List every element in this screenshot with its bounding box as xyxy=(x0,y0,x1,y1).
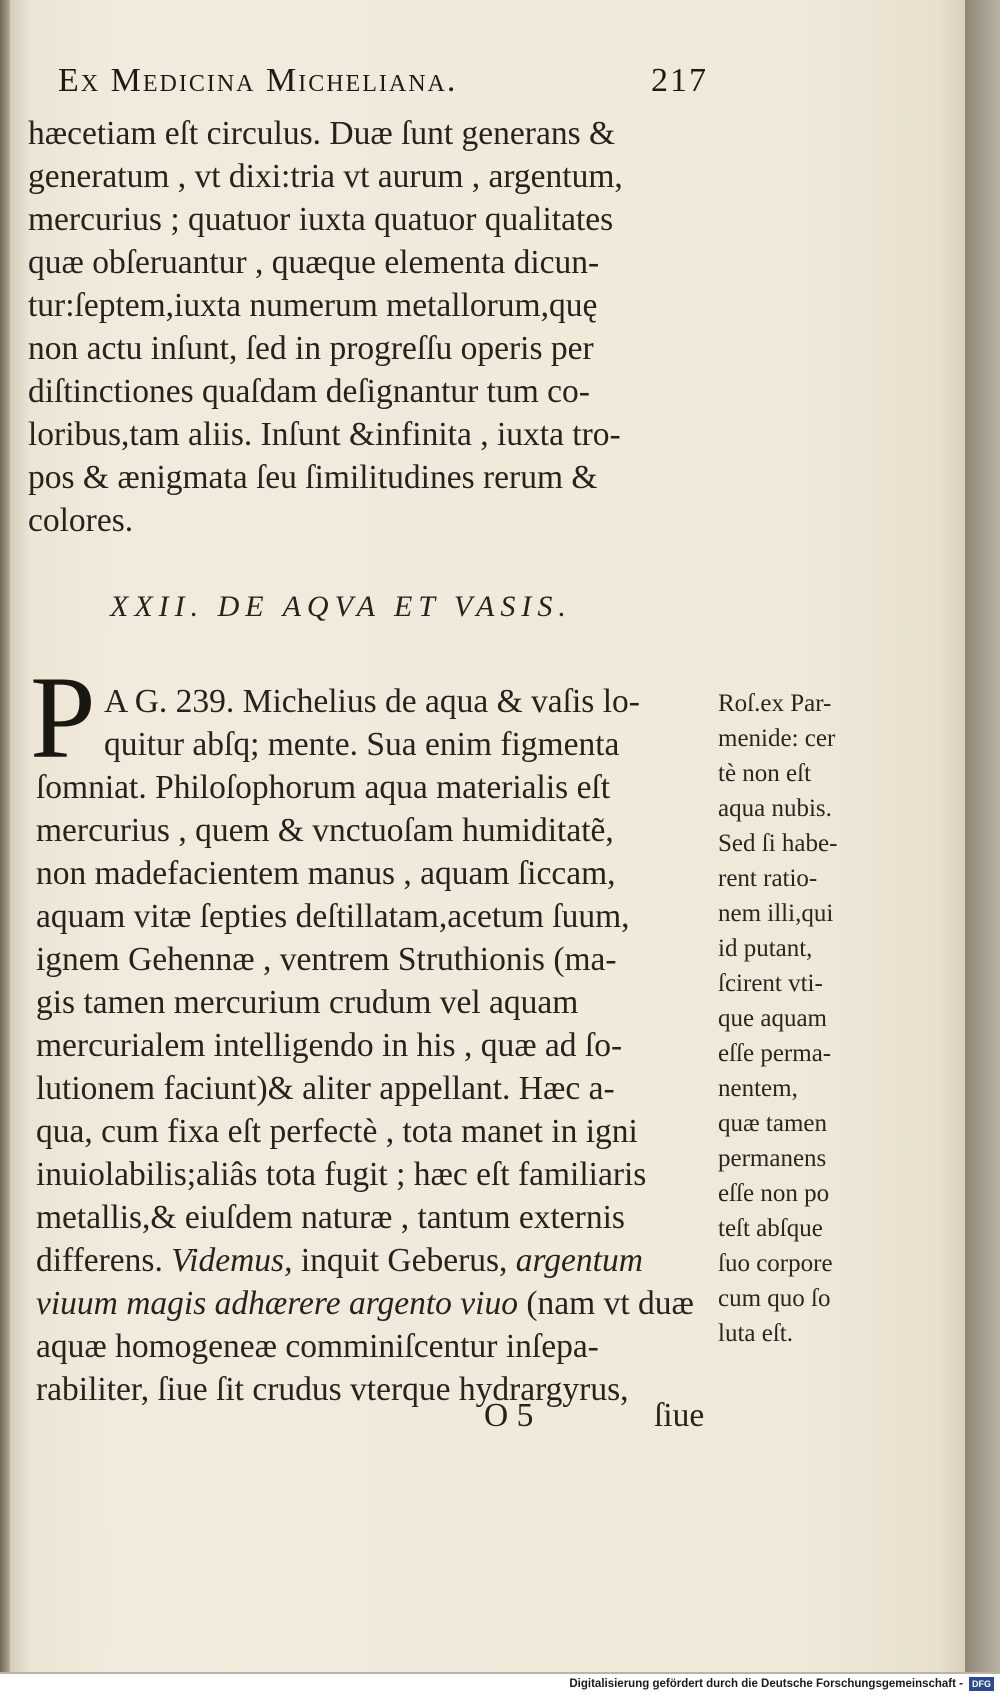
top-paragraph xyxy=(28,112,708,542)
margin-note-line: cum quo ſo xyxy=(718,1285,831,1312)
margin-note-line: nem illi,qui xyxy=(718,900,834,927)
text-line: quitur abſq; mente. Sua enim figmenta xyxy=(104,726,620,763)
text-fragment: differens. xyxy=(36,1242,172,1279)
section-heading: XXII. DE AQVA ET VASIS. xyxy=(110,590,572,623)
text-line: hæcetiam eſt circulus. Duæ ſunt generans & xyxy=(28,115,616,152)
margin-note-line: id putant, xyxy=(718,935,813,962)
text-line: non actu inſunt, ſed in progreſſu operis per xyxy=(28,330,594,367)
margin-note-line: que aquam xyxy=(718,1005,827,1032)
text-line: colores. xyxy=(28,502,134,539)
margin-note-line: luta eſt. xyxy=(718,1320,793,1347)
text-line: pos & ænigmata ſeu ſimilitudines rerum & xyxy=(28,459,598,496)
margin-note-line: quæ tamen xyxy=(718,1110,828,1137)
text-line: mercurialem intelligendo in his , quæ ad ſo- xyxy=(36,1027,623,1064)
text-line: mercurius , quem & vnctuoſam humiditatẽ, xyxy=(36,812,614,849)
italic-text: viuum magis adhærere argento viuo xyxy=(36,1285,518,1322)
marginal-note xyxy=(718,686,878,1351)
italic-text: argentum xyxy=(515,1242,643,1279)
text-line: gis tamen mercurium crudum vel aquam xyxy=(36,984,579,1021)
text-line: diſtinctiones quaſdam deſignantur tum co- xyxy=(28,373,590,410)
text-line: inuiolabilis;aliâs tota fugit ; hæc eſt familiaris xyxy=(36,1156,647,1193)
margin-note-line: permanens xyxy=(718,1145,827,1172)
margin-note-line: Sed ſi habe- xyxy=(718,830,838,857)
running-head-title: Ex Medicina Micheliana. xyxy=(58,62,458,99)
book-spine-shadow xyxy=(0,0,10,1672)
text-line: ſomniat. Philoſophorum aqua materialis eſt xyxy=(36,769,611,806)
margin-note-line: tè non eſt xyxy=(718,760,812,787)
dfg-logo: DFG xyxy=(969,1677,994,1691)
margin-note-line: ſuo corpore xyxy=(718,1250,833,1277)
text-line xyxy=(36,1239,716,1282)
margin-note-line: teſt abſque xyxy=(718,1215,823,1242)
margin-note-line: menide: cer xyxy=(718,725,836,752)
signature-mark: O 5 xyxy=(484,1397,534,1434)
text-line: aquæ homogeneæ comminiſcentur inſepa- xyxy=(36,1328,599,1365)
text-line: ignem Gehennæ , ventrem Struthionis (ma- xyxy=(36,941,617,978)
text-line: qua, cum fixa eſt perfectè , tota manet in igni xyxy=(36,1113,638,1150)
italic-text: Videmus, xyxy=(171,1242,293,1279)
text-line xyxy=(36,1282,716,1325)
text-line: generatum , vt dixi:tria vt aurum , argentum, xyxy=(28,158,623,195)
text-line: aquam vitæ ſepties deſtillatam,acetum ſuum, xyxy=(36,898,630,935)
text-line: loribus,tam aliis. Inſunt &infinita , iuxta tro- xyxy=(28,416,621,453)
margin-note-line: ſcirent vti- xyxy=(718,970,823,997)
text-line: metallis,& eiuſdem naturæ , tantum externis xyxy=(36,1199,625,1236)
digitization-footer xyxy=(0,1674,1000,1695)
margin-note-line: eſſe perma- xyxy=(718,1040,832,1067)
text-line: non madefacientem manus , aquam ſiccam, xyxy=(36,855,616,892)
text-line: quæ obſeruantur , quæque elementa dicun- xyxy=(28,244,600,281)
text-line: rabiliter, ſiue ſit crudus vterque hydrargyrus, xyxy=(36,1371,629,1408)
scan-background-edge xyxy=(965,0,1000,1672)
text-line: A G. 239. Michelius de aqua & vaſis lo- xyxy=(104,683,640,720)
text-fragment: (nam vt duæ xyxy=(517,1285,694,1322)
running-head xyxy=(58,62,708,100)
text-line: lutionem faciunt)& aliter appellant. Hæc a- xyxy=(36,1070,615,1107)
main-paragraph xyxy=(36,680,716,1411)
margin-note-line: nentem, xyxy=(718,1075,798,1102)
text-fragment: inquit Geberus, xyxy=(292,1242,516,1279)
catchword: ſiue xyxy=(654,1397,705,1434)
margin-note-line: eſſe non po xyxy=(718,1180,830,1207)
page-foot xyxy=(36,1397,716,1440)
footer-credit-text: Digitalisierung gefördert durch die Deutsche Forschungsgemeinschaft - xyxy=(569,1678,963,1690)
text-line: mercurius ; quatuor iuxta quatuor qualitates xyxy=(28,201,614,238)
page-number: 217 xyxy=(651,62,708,99)
margin-note-line: rent ratio- xyxy=(718,865,818,892)
margin-note-line: Roſ.ex Par- xyxy=(718,690,832,717)
drop-cap-initial: P xyxy=(30,652,96,783)
margin-note-line: aqua nubis. xyxy=(718,795,832,822)
text-line: tur:ſeptem,iuxta numerum metallorum,quę xyxy=(28,287,598,324)
